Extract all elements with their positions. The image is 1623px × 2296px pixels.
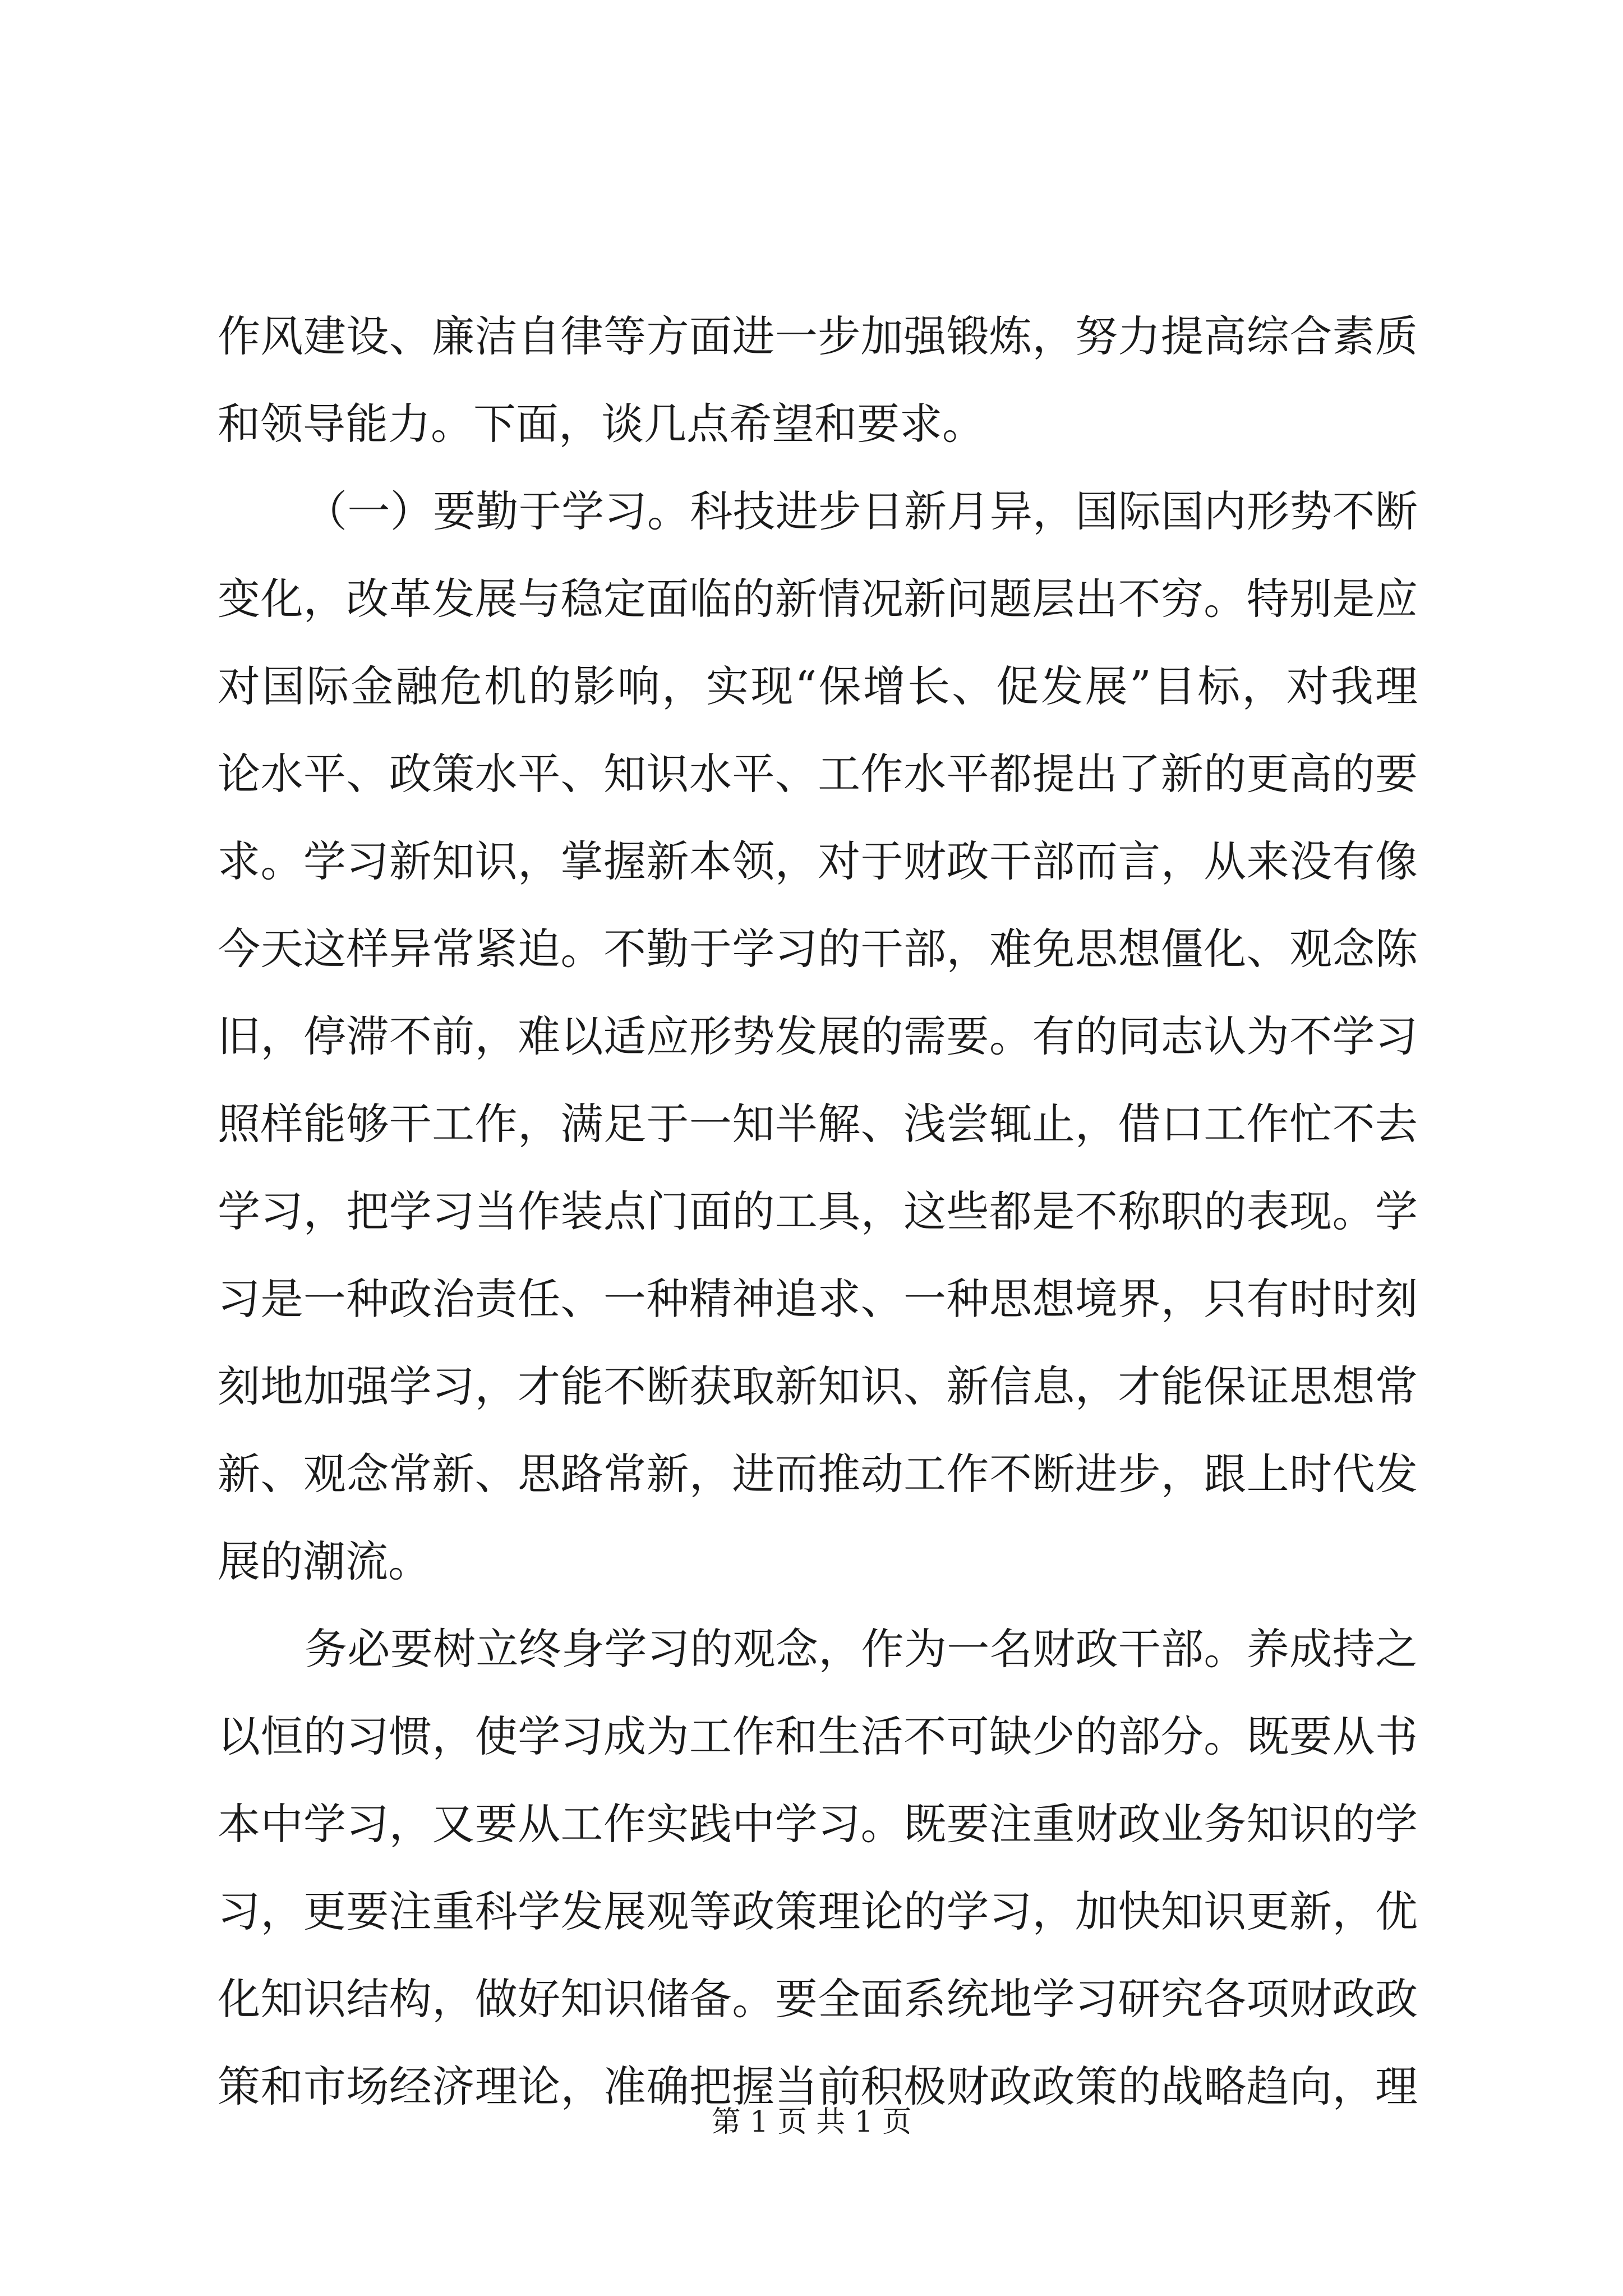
text-line: 刻地加强学习，才能不断获取新知识、新信息，才能保证思想常 bbox=[218, 1361, 1418, 1411]
body-text bbox=[218, 293, 1418, 2131]
text-line: 习是一种政治责任、一种精神追求、一种思想境界，只有时时刻 bbox=[218, 1274, 1418, 1324]
text-line: 旧，停滞不前，难以适应形势发展的需要。有的同志认为不学习 bbox=[218, 1011, 1418, 1061]
text-line: 今天这样异常紧迫。不勤于学习的干部，难免思想僵化、观念陈 bbox=[218, 924, 1418, 974]
text-line: 照样能够干工作，满足于一知半解、浅尝辄止，借口工作忙不去 bbox=[218, 1099, 1418, 1149]
text-line: 化知识结构，做好知识储备。要全面系统地学习研究各项财政政 bbox=[218, 1974, 1418, 2024]
text-line: 策和市场经济理论，准确把握当前积极财政政策的战略趋向，理 bbox=[218, 2062, 1418, 2111]
text-line: 对国际金融危机的影响，实现“保增长、促发展”目标，对我理 bbox=[218, 661, 1418, 711]
text-line: 学习，把学习当作装点门面的工具，这些都是不称职的表现。学 bbox=[218, 1186, 1418, 1236]
text-line: 变化，改革发展与稳定面临的新情况新问题层出不穷。特别是应 bbox=[218, 574, 1418, 624]
text-line: 求。学习新知识，掌握新本领，对于财政干部而言，从来没有像 bbox=[218, 836, 1418, 886]
page-number-label: 第 1 页 共 1 页 bbox=[711, 2105, 912, 2139]
text-line: 新、观念常新、思路常新，进而推动工作不断进步，跟上时代发 bbox=[218, 1449, 1418, 1499]
text-line: 论水平、政策水平、知识水平、工作水平都提出了新的更高的要 bbox=[218, 749, 1418, 799]
text-line: 作风建设、廉洁自律等方面进一步加强锻炼，努力提高综合素质 bbox=[218, 311, 1418, 361]
text-line: 习，更要注重科学发展观等政策理论的学习，加快知识更新，优 bbox=[218, 1887, 1418, 1936]
text-line: 务必要树立终身学习的观念，作为一名财政干部。养成持之 bbox=[305, 1624, 1418, 1674]
text-line: 本中学习，又要从工作实践中学习。既要注重财政业务知识的学 bbox=[218, 1799, 1418, 1849]
text-line: 和领导能力。下面，谈几点希望和要求。 bbox=[218, 399, 985, 449]
text-line: 展的潮流。 bbox=[218, 1536, 431, 1586]
text-line: 以恒的习惯，使学习成为工作和生活不可缺少的部分。既要从书 bbox=[218, 1711, 1418, 1761]
text-line: （一）要勤于学习。科技进步日新月异，国际国内形势不断 bbox=[305, 486, 1418, 536]
page-footer bbox=[0, 2098, 1623, 2140]
